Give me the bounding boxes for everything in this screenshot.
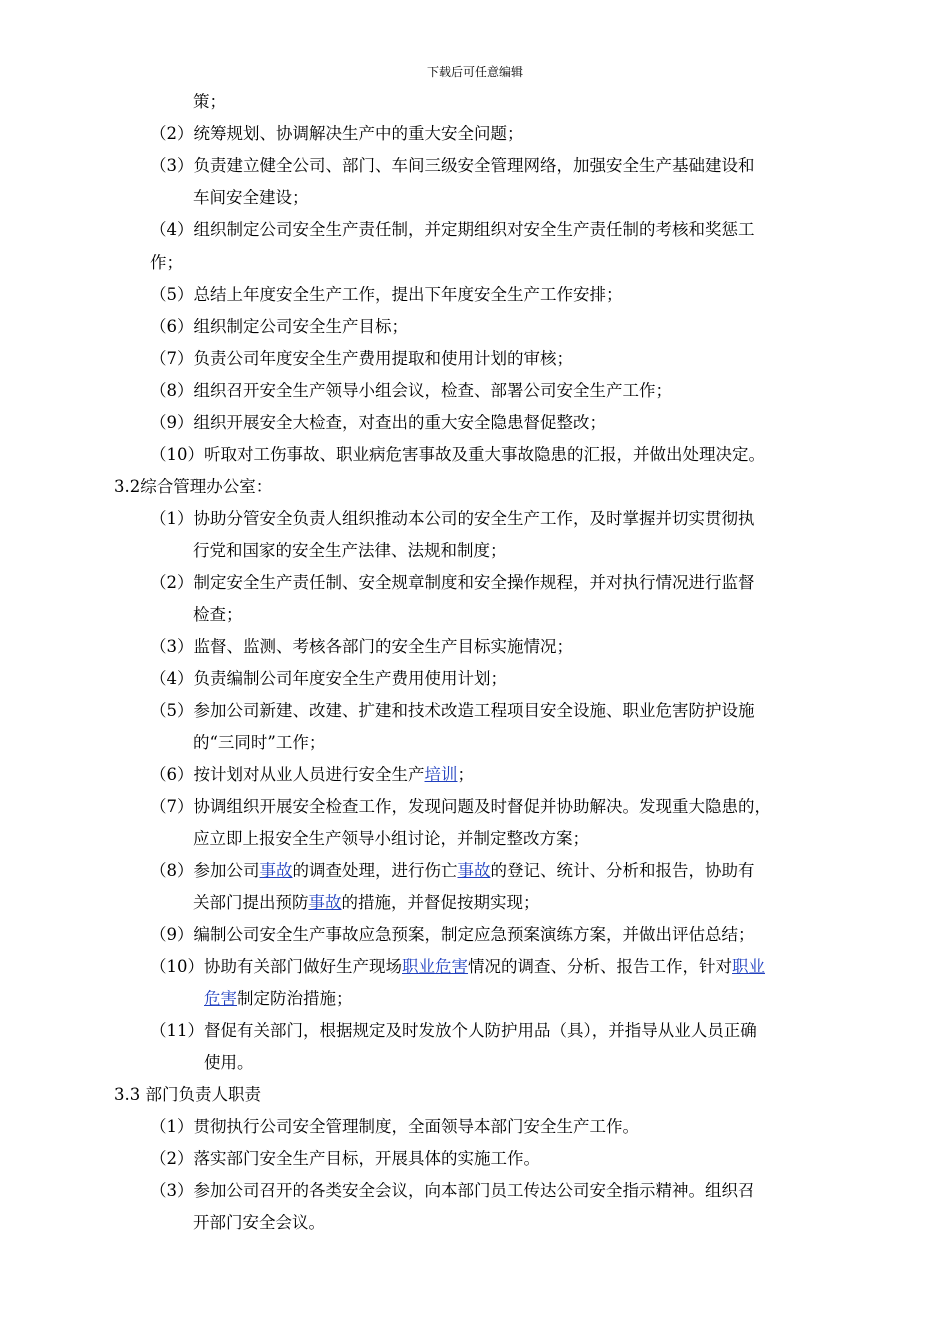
text-line: （9）组织开展安全大检查，对查出的重大安全隐患督促整改； [150, 413, 606, 432]
text-line: 行党和国家的安全生产法律、法规和制度； [193, 541, 507, 560]
text-line: （2）统筹规划、协调解决生产中的重大安全问题； [150, 124, 524, 143]
text-line: （10）听取对工伤事故、职业病危害事故及重大事故隐患的汇报，并做出处理决定。 [150, 445, 765, 464]
text-line: （4）负责编制公司年度安全生产费用使用计划； [150, 669, 507, 688]
text-line: （3）负责建立健全公司、部门、车间三级安全管理网络，加强安全生产基础建设和 [150, 156, 755, 175]
text-segment: ； [457, 765, 474, 784]
accident-link[interactable]: 事故 [457, 861, 491, 880]
text-line: （6）组织制定公司安全生产目标； [150, 317, 408, 336]
accident-link[interactable]: 事故 [259, 861, 293, 880]
text-line: （7）协调组织开展安全检查工作，发现问题及时督促并协助解决。发现重大隐患的， [150, 797, 771, 816]
text-segment: 的措施，并督促按期实现； [341, 893, 540, 912]
text-line [150, 765, 474, 785]
text-line: 应立即上报安全生产领导小组讨论，并制定整改方案； [193, 829, 589, 848]
text-line: （8）组织召开安全生产领导小组会议，检查、部署公司安全生产工作； [150, 381, 672, 400]
text-segment: 的调查处理，进行伤亡 [292, 861, 458, 880]
occupational-hazard-link[interactable]: 危害 [204, 989, 237, 1008]
text-line: （11）督促有关部门，根据规定及时发放个人防护用品（具），并指导从业人员正确 [150, 1021, 757, 1040]
section-heading: 3.2综合管理办公室： [114, 477, 273, 496]
text-line: （5）总结上年度安全生产工作，提出下年度安全生产工作安排； [150, 285, 623, 304]
text-line: 作； [150, 253, 183, 272]
text-line [150, 957, 765, 977]
text-line: 的“三同时”工作； [193, 733, 326, 752]
text-line [150, 861, 755, 881]
page-header: 下载后可任意编辑 [426, 65, 523, 79]
occupational-hazard-link[interactable]: 职业 [732, 957, 765, 976]
text-line: （9）编制公司安全生产事故应急预案，制定应急预案演练方案，并做出评估总结； [150, 925, 755, 944]
text-line: （3）参加公司召开的各类安全会议，向本部门员工传达公司安全指示精神。组织召 [150, 1181, 755, 1200]
text-segment: 制定防治措施； [237, 989, 353, 1008]
text-line: （1）协助分管安全负责人组织推动本公司的安全生产工作，及时掌握并切实贯彻执 [150, 509, 755, 528]
text-segment: 关部门提出预防 [193, 893, 309, 912]
text-line: （1）贯彻执行公司安全管理制度，全面领导本部门安全生产工作。 [150, 1117, 639, 1136]
text-line: 车间安全建设； [193, 188, 309, 207]
text-line: 策； [193, 92, 226, 111]
text-segment: 的登记、统计、分析和报告，协助有 [490, 861, 755, 880]
text-line: 检查； [193, 605, 243, 624]
section-heading: 3.3 部门负责人职责 [114, 1085, 261, 1104]
text-line: （2）落实部门安全生产目标，开展具体的实施工作。 [150, 1149, 540, 1168]
text-segment: （10）协助有关部门做好生产现场 [150, 957, 402, 976]
text-segment: （8）参加公司 [150, 861, 260, 880]
text-line: （3）监督、监测、考核各部门的安全生产目标实施情况； [150, 637, 573, 656]
text-line [193, 893, 540, 913]
accident-link[interactable]: 事故 [308, 893, 342, 912]
text-line: 使用。 [204, 1053, 254, 1072]
text-line: （2）制定安全生产责任制、安全规章制度和安全操作规程，并对执行情况进行监督 [150, 573, 755, 592]
text-line: （5）参加公司新建、改建、扩建和技术改造工程项目安全设施、职业危害防护设施 [150, 701, 755, 720]
text-line: （4）组织制定公司安全生产责任制，并定期组织对安全生产责任制的考核和奖惩工 [150, 220, 755, 239]
text-line: （7）负责公司年度安全生产费用提取和使用计划的审核； [150, 349, 573, 368]
text-line: 开部门安全会议。 [193, 1213, 325, 1232]
training-link[interactable]: 培训 [424, 765, 458, 784]
text-segment: （6）按计划对从业人员进行安全生产 [150, 765, 425, 784]
text-segment: 情况的调查、分析、报告工作，针对 [468, 957, 732, 976]
text-line [204, 989, 353, 1009]
occupational-hazard-link[interactable]: 职业危害 [402, 957, 468, 976]
